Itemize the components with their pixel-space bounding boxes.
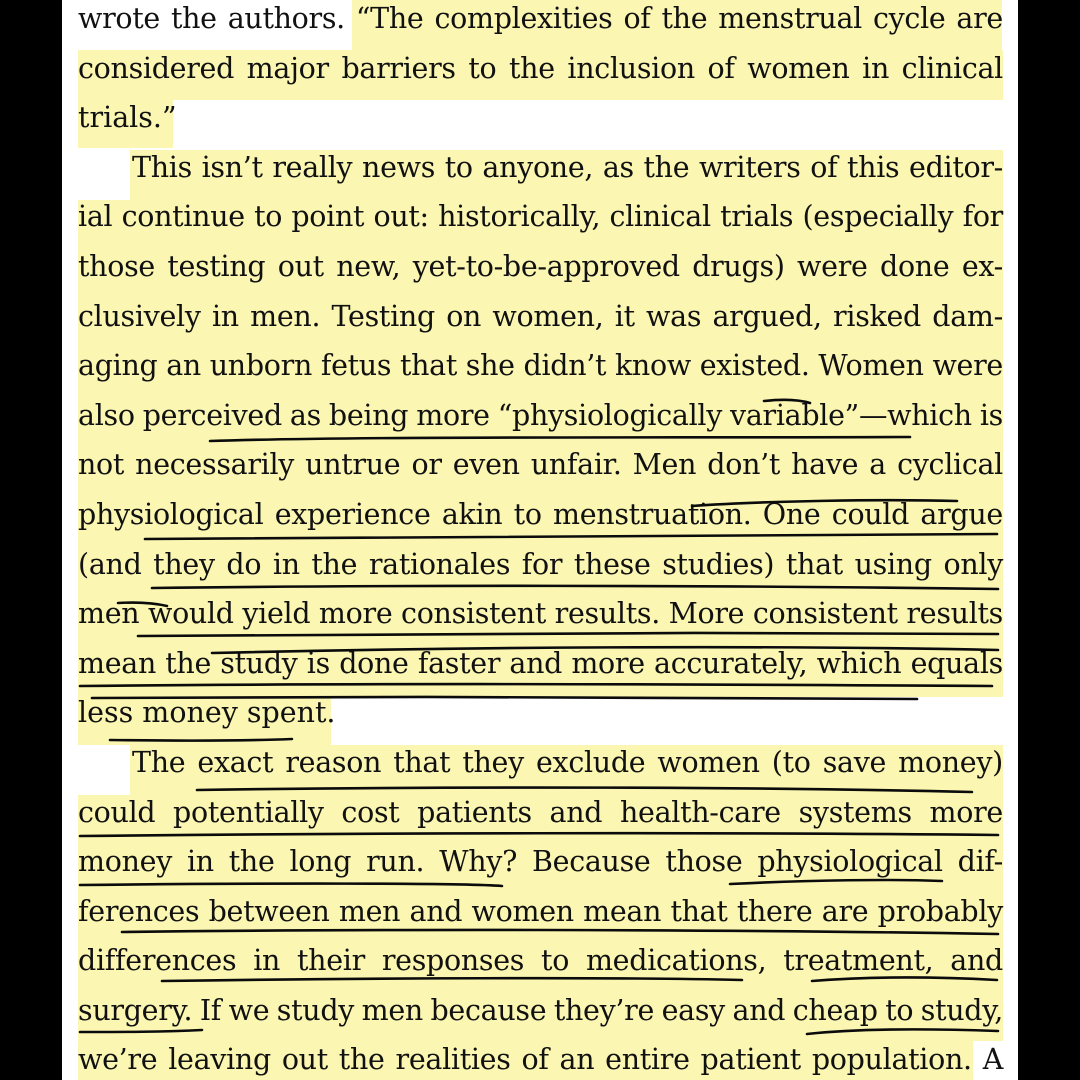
text-line: less money spent.	[78, 696, 336, 730]
text-line: wrote the authors. “The complexities of the menstrual cycle are	[78, 2, 1003, 35]
text-line: not necessarily untrue or even unfair. Men don’t have a cyclical	[78, 448, 1003, 482]
paragraph-start-line: This isn’t really news to anyone, as the writers of this editor-	[132, 150, 1003, 184]
text-line: mean the study is done faster and more accurately, which equals	[78, 646, 1003, 680]
text-line: (and they do in the rationales for these studies) that using only	[78, 547, 1003, 581]
text-line: aging an unborn fetus that she didn’t know existed. Women were	[78, 349, 1003, 383]
text-line: differences in their responses to medications, treatment, and	[78, 944, 1003, 978]
text-line: physiological experience akin to menstruation. One could argue	[78, 497, 1003, 531]
page-text	[78, 0, 1003, 1080]
text-line: those testing out new, yet-to-be-approved drugs) were done ex-	[78, 249, 1003, 283]
text-line: ferences between men and women mean that there are probably	[78, 894, 1003, 928]
text-line: money in the long run. Why? Because those physiological dif-	[78, 845, 1003, 879]
text-line: surgery. If we study men because they’re easy and cheap to study,	[78, 993, 1003, 1027]
book-page	[62, 0, 1018, 1080]
text-line: we’re leaving out the realities of an entire patient population. A	[78, 1043, 1003, 1077]
text-line: trials.”	[78, 101, 177, 135]
text-line: considered major barriers to the inclusion of women in clinical	[78, 51, 1003, 85]
text-line: clusively in men. Testing on women, it was argued, risked dam-	[78, 299, 1003, 333]
text-line: could potentially cost patients and health-care systems more	[78, 795, 1003, 829]
text-line: also perceived as being more “physiologically variable”—which is	[78, 398, 1003, 432]
paragraph-start-line: The exact reason that they exclude women (to save money)	[132, 745, 1003, 779]
text-line: men would yield more consistent results. More consistent results	[78, 597, 1003, 631]
text-line: ial continue to point out: historically, clinical trials (especially for	[78, 200, 1003, 234]
